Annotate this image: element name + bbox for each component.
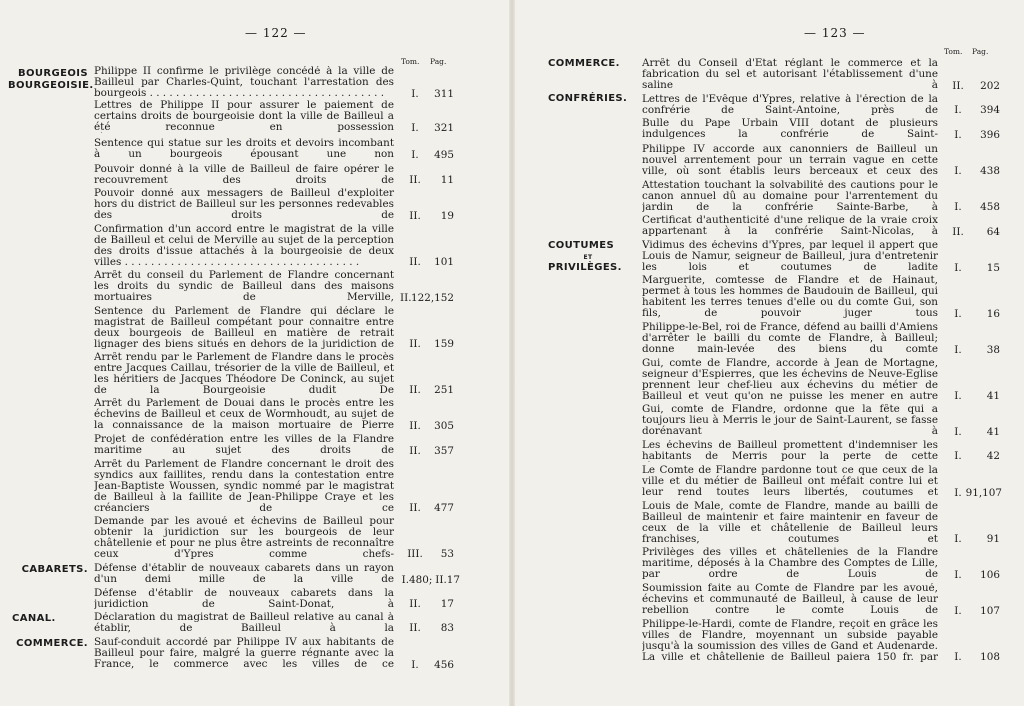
right-entry-tom: I. (954, 201, 962, 213)
left-entry-tom: I.480; (401, 574, 433, 586)
left-entry-pag: 305 (434, 420, 454, 432)
right-entry-tom: II. (952, 226, 964, 238)
left-entry: Pouvoir donné à la ville de Bailleul de faire opérer le recouvrement des droits de . . . (94, 164, 394, 186)
left-entry-pag: 311 (434, 88, 454, 100)
left-entry-tom: III. (407, 548, 423, 560)
left-entry-tom: II. (400, 292, 412, 304)
left-entry: Philippe II confirme le privilège concédé à la ville de Bailleul par Charles-Quint, touchant l'arrestation des bourgeois . . . (94, 66, 394, 99)
right-entry-tom: I. (954, 390, 962, 402)
right-entry-pag: 41 (986, 426, 1000, 438)
side-heading-bourgeois: BOURGEOIS (17, 68, 88, 79)
left-entry: Arrêt du Parlement de Douai dans le procès entre les échevins de Bailleul et ceux de Wormhoudt, au sujet de la connaissance de la maison mortuaire de Pierre . . . (94, 398, 394, 431)
left-entry-pag: 122,152 (411, 292, 454, 304)
left-entry: Arrêt du Parlement de Flandre concernant le droit des syndics aux faillites, rendu dans la contestation entre Jean-Baptiste Woussen, syndic nommé par le magistrat de Bailleul à la faillite de Jean-Philippe Craye et les créanciers de ce . . . (94, 459, 394, 514)
left-entry-tom: II. (409, 384, 421, 396)
right-entry: Philippe-le-Bel, roi de France, défend au bailli d'Amiens d'arrêter le bailli du comte de Flandre, à Bailleul; donne main-levée des biens du comte . . . (642, 322, 938, 355)
right-entry-pag: 202 (980, 80, 1000, 92)
side-heading-confreries: CONFRÉRIES. (548, 93, 628, 104)
side-heading-coutumes: COUTUMES (548, 240, 615, 251)
left-entry-tom: II. (409, 445, 421, 457)
right-entry: Certificat d'authenticité d'une relique de la vraie croix appartenant à la confrérie Saint-Nicolas, à . . . (642, 215, 938, 237)
right-entry-tom: I. (954, 426, 962, 438)
left-entry: Demande par les avoué et échevins de Bailleul pour obtenir la juridiction sur les bourgeois de leur châtellenie et pour ne plus être astreints de reconnaître ceux d'Ypres comme chefs- . . . (94, 516, 394, 560)
right-entry-tom: I. (954, 165, 962, 177)
right-entry-pag: 91,107 (965, 487, 1002, 499)
left-entry: Confirmation d'un accord entre le magistrat de la ville de Bailleul et celui de Merville au sujet de la perception des droits d'issue attachés à la bourgeoisie de deux villes . . . (94, 224, 394, 268)
left-entry-tom: II. (409, 256, 421, 268)
left-entry: Sentence qui statue sur les droits et devoirs incombant à un bourgeois épousant une non . . . (94, 138, 394, 160)
right-entry-pag: 108 (980, 651, 1000, 663)
right-entry-tom: II. (952, 80, 964, 92)
right-entry-pag: 394 (980, 104, 1000, 116)
right-entry: Gui, comte de Flandre, ordonne que la fête qui a toujours lieu à Merris le jour de Saint-Laurent, se fasse dorénavant à . . . (642, 404, 938, 437)
left-entry-tom: I. (411, 149, 419, 161)
side-heading-canal: CANAL. (12, 613, 56, 624)
left-entry: Défense d'établir de nouveaux cabarets dans la juridiction de Saint-Donat, à . . . (94, 588, 394, 610)
right-entry-pag: 41 (986, 390, 1000, 402)
side-heading-et-text: ET (583, 254, 593, 261)
side-heading-cabarets: CABARETS. (21, 564, 88, 575)
right-entry-pag: 91 (986, 533, 1000, 545)
left-entry-tom: II. (409, 598, 421, 610)
right-entry: Louis de Male, comte de Flandre, mande au bailli de Bailleul de maintenir et faire maintenir en faveur de ceux de la ville et châtellenie de Bailleul leurs franchises, coutumes et . . . (642, 501, 938, 545)
right-entry: Soumission faite au Comte de Flandre par les avoué, échevins et communauté de Bailleul, à cause de leur rebellion contre le comte Louis de . . . (642, 583, 938, 616)
left-entry-pag: II.17 (435, 574, 460, 586)
right-entry-pag: 38 (986, 344, 1000, 356)
left-entry-pag: 53 (440, 548, 454, 560)
right-entry: Les échevins de Bailleul promettent d'indemniser les habitants de Merris pour la perte de cette . . . (642, 440, 938, 462)
right-entry-tom: I. (954, 129, 962, 141)
left-page-number: — 122 — (245, 26, 307, 40)
left-entry-pag: 477 (434, 502, 454, 514)
left-col-tom-header: Tom. (401, 57, 420, 66)
left-entry-tom: II. (409, 210, 421, 222)
left-entry-pag: 83 (440, 622, 454, 634)
left-entry: Déclaration du magistrat de Bailleul relative au canal à établir, de Bailleul à la . . . (94, 612, 394, 634)
right-entry: Arrêt du Conseil d'Etat réglant le commerce et la fabrication du sel et autorisant l'établissement d'une saline à . . . (642, 58, 938, 91)
right-entry-pag: 42 (986, 450, 1000, 462)
left-entry-tom: II. (409, 622, 421, 634)
left-col-pag-header: Pag. (430, 57, 447, 66)
left-entry-tom: I. (411, 659, 419, 671)
left-entry-tom: II. (409, 174, 421, 186)
right-entry-tom: I. (954, 569, 962, 581)
right-entry: Privilèges des villes et châtellenies de la Flandre maritime, déposés à la Chambre des Comptes de Lille, par ordre de Louis de . . . (642, 547, 938, 580)
right-entry-pag: 438 (980, 165, 1000, 177)
left-entry-pag: 456 (434, 659, 454, 671)
right-col-pag-header: Pag. (972, 47, 989, 56)
right-entry: Marguerite, comtesse de Flandre et de Hainaut, permet à tous les hommes de Baudouin de Bailleul, qui habitent les terres tenues d'elle ou du comte Gui, son fils, de pouvoir juger tous . . . (642, 275, 938, 319)
left-entry-tom: II. (409, 420, 421, 432)
left-entry: Sauf-conduit accordé par Philippe IV aux habitants de Bailleul pour faire, malgré la guerre régnante avec la France, le commerce avec les villes de ce . . . (94, 637, 394, 670)
left-entry-pag: 17 (440, 598, 454, 610)
right-entry-pag: 106 (980, 569, 1000, 581)
left-entry-tom: II. (409, 338, 421, 350)
right-entry-pag: 396 (980, 129, 1000, 141)
left-entry: Arrêt rendu par le Parlement de Flandre dans le procès entre Jacques Caillau, trésorier de la ville de Bailleul, et les héritiers de Jacques Théodore De Coninck, au sujet de la Bourgeoisie dudit De . . . (94, 352, 394, 396)
left-entry: Pouvoir donné aux messagers de Bailleul d'exploiter hors du district de Bailleul sur les personnes redevables des droits de . . . (94, 188, 394, 221)
right-entry-tom: I. (954, 104, 962, 116)
right-entry-tom: I. (954, 651, 962, 663)
left-entry-pag: 251 (434, 384, 454, 396)
left-entry-pag: 11 (440, 174, 454, 186)
right-entry: Philippe-le-Hardi, comte de Flandre, reçoit en grâce les villes de Flandre, moyennant un subside payable jusqu'à la soumission des villes de Gand et Audenarde. La ville et châtellenie de Bailleul paiera 150 fr. par . . . (642, 619, 938, 663)
left-entry: Sentence du Parlement de Flandre qui déclare le magistrat de Bailleul compétant pour connaitre entre deux bourgeois de Bailleul en matière de retrait lignager des biens situés en dehors de la juridiction de . . . (94, 306, 394, 350)
right-entry-tom: I. (954, 533, 962, 545)
left-entry: Projet de confédération entre les villes de la Flandre maritime au sujet des droits de . . . (94, 434, 394, 456)
side-heading-commerce-left: COMMERCE. (16, 638, 88, 649)
right-entry: Gui, comte de Flandre, accorde à Jean de Mortagne, seigneur d'Espierres, que les échevins de Neuve-Eglise prennent leur chef-lieu aux échevins du métier de Bailleul et veut qu'on ne puisse les mener en autre . . . (642, 358, 938, 402)
left-entry-pag: 357 (434, 445, 454, 457)
left-entry-tom: II. (409, 502, 421, 514)
left-entry: Arrêt du conseil du Parlement de Flandre concernant les droits du syndic de Bailleul dans des maisons mortuaires de Merville, . . . (94, 270, 394, 303)
left-entry-pag: 101 (434, 256, 454, 268)
right-entry: Vidimus des échevins d'Ypres, par lequel il appert que Louis de Namur, seigneur de Bailleul, jura d'entretenir les lois et coutumes de ladite . . . (642, 240, 938, 273)
right-entry-pag: 107 (980, 605, 1000, 617)
side-heading-commerce-right: COMMERCE. (548, 58, 620, 69)
right-entry-pag: 16 (986, 308, 1000, 320)
side-heading-bourgeoisie: BOURGEOISIE. (8, 80, 94, 91)
left-entry-tom: I. (411, 88, 419, 100)
left-page (0, 0, 510, 706)
side-heading-privileges: PRIVILÈGES. (548, 262, 622, 273)
right-col-tom-header: Tom. (944, 47, 963, 56)
right-entry-pag: 458 (980, 201, 1000, 213)
left-entry-pag: 19 (440, 210, 454, 222)
right-entry-tom: I. (954, 308, 962, 320)
left-entry: Défense d'établir de nouveaux cabarets dans un rayon d'un demi mille de la ville de . . . (94, 563, 394, 585)
right-entry-tom: I. (954, 450, 962, 462)
right-entry: Le Comte de Flandre pardonne tout ce que ceux de la ville et du métier de Bailleul ont méfait contre lui et leur rend toutes leurs libertés, coutumes et . . . (642, 465, 938, 498)
left-entry-pag: 321 (434, 122, 454, 134)
right-entry: Lettres de l'Evêque d'Ypres, relative à l'érection de la confrérie de Saint-Antoine, près de . . . (642, 94, 938, 116)
left-entry-pag: 495 (434, 149, 454, 161)
right-entry: Bulle du Pape Urbain VIII dotant de plusieurs indulgences la confrérie de Saint- . . . (642, 118, 938, 140)
right-entry: Philippe IV accorde aux canonniers de Bailleul un nouvel arrentement pour un terrain vague en cette ville, où sont établis leurs berceaux et ceux des . . . (642, 144, 938, 177)
right-entry-tom: I. (954, 344, 962, 356)
right-entry-pag: 15 (986, 262, 1000, 274)
right-entry-pag: 64 (986, 226, 1000, 238)
left-entry: Lettres de Philippe II pour assurer le paiement de certains droits de bourgeoisie dont la ville de Bailleul a été reconnue en possession . . . (94, 100, 394, 133)
right-entry-tom: I. (954, 605, 962, 617)
right-page-number: — 123 — (804, 26, 866, 40)
left-entry-pag: 159 (434, 338, 454, 350)
left-entry-tom: I. (411, 122, 419, 134)
right-entry-tom: I. (954, 487, 962, 499)
right-entry-tom: I. (954, 262, 962, 274)
right-page (514, 0, 1024, 706)
right-entry: Attestation touchant la solvabilité des cautions pour le canon annuel dû au domaine pour l'arrentement du jardin de la confrérie Sainte-Barbe, à . . . (642, 180, 938, 213)
